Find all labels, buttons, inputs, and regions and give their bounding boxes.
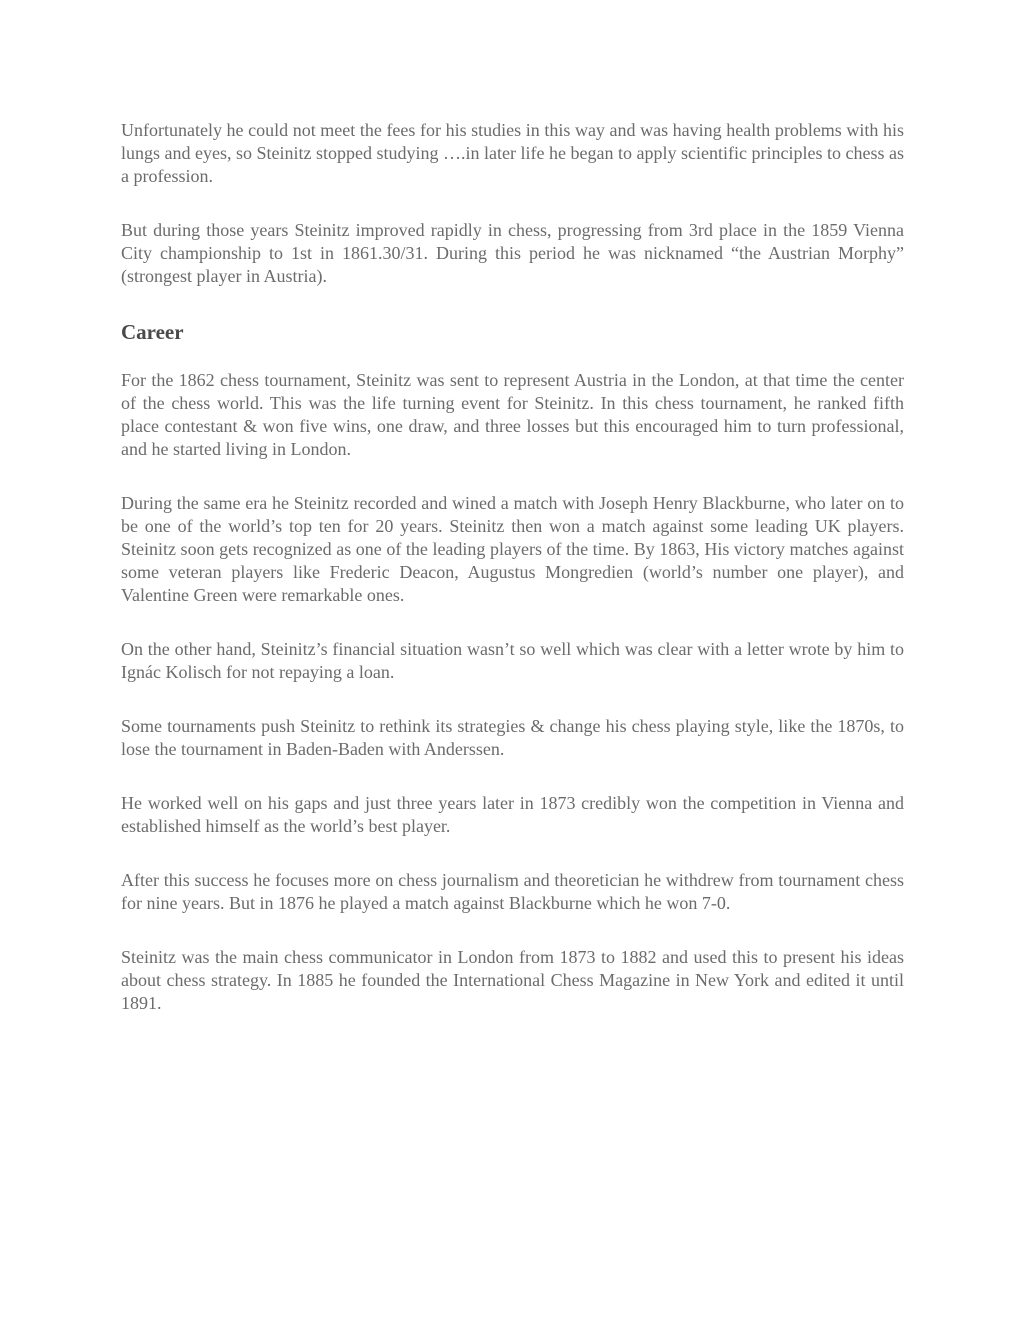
paragraph-vienna-1873: He worked well on his gaps and just three years later in 1873 credibly won the competition in Vienna and established himself as the world’s best player. (121, 793, 904, 836)
paragraph-strategy-change: Some tournaments push Steinitz to rethink its strategies & change his chess playing style, like the 1870s, to lose the tournament in Baden-Baden with Anderssen. (121, 716, 904, 759)
paragraph-journalism: After this success he focuses more on chess journalism and theoretician he withdrew from tournament chess for nine years. But in 1876 he played a match against Blackburne which he won 7-0. (121, 870, 904, 913)
paragraph-1862-tournament: For the 1862 chess tournament, Steinitz was sent to represent Austria in the London, at that time the center of the chess world. This was the life turning event for Steinitz. In this chess tournament, he ranked fifth place contestant & won five wins, one draw, and three losses but this encouraged him to turn professional, and he started living in London. (121, 370, 904, 459)
paragraph-financial-situation: On the other hand, Steinitz’s financial situation wasn’t so well which was clear with a letter wrote by him to Ignác Kolisch for not repaying a loan. (121, 639, 904, 682)
paragraph-chess-magazine: Steinitz was the main chess communicator in London from 1873 to 1882 and used this to present his ideas about chess strategy. In 1885 he founded the International Chess Magazine in New York and edited it until 1891. (121, 947, 904, 1013)
section-heading-career: Career (121, 320, 184, 344)
document-page (121, 119, 904, 1046)
paragraph-studies: Unfortunately he could not meet the fees for his studies in this way and was having health problems with his lungs and eyes, so Steinitz stopped studying ….in later life he began to apply scientific principles to chess as a profession. (121, 120, 904, 186)
paragraph-blackburne-match: During the same era he Steinitz recorded and wined a match with Joseph Henry Blackburne, who later on to be one of the world’s top ten for 20 years. Steinitz then won a match against some leading UK players. Steinitz soon gets recognized as one of the leading players of the time. By 1863, His victory matches against some veteran players like Frederic Deacon, Augustus Mongredien (world’s number one player), and Valentine Green were remarkable ones. (121, 493, 904, 605)
paragraph-early-chess: But during those years Steinitz improved rapidly in chess, progressing from 3rd place in the 1859 Vienna City championship to 1st in 1861.30/31. During this period he was nicknamed “the Austrian Morphy” (strongest player in Austria). (121, 220, 904, 286)
